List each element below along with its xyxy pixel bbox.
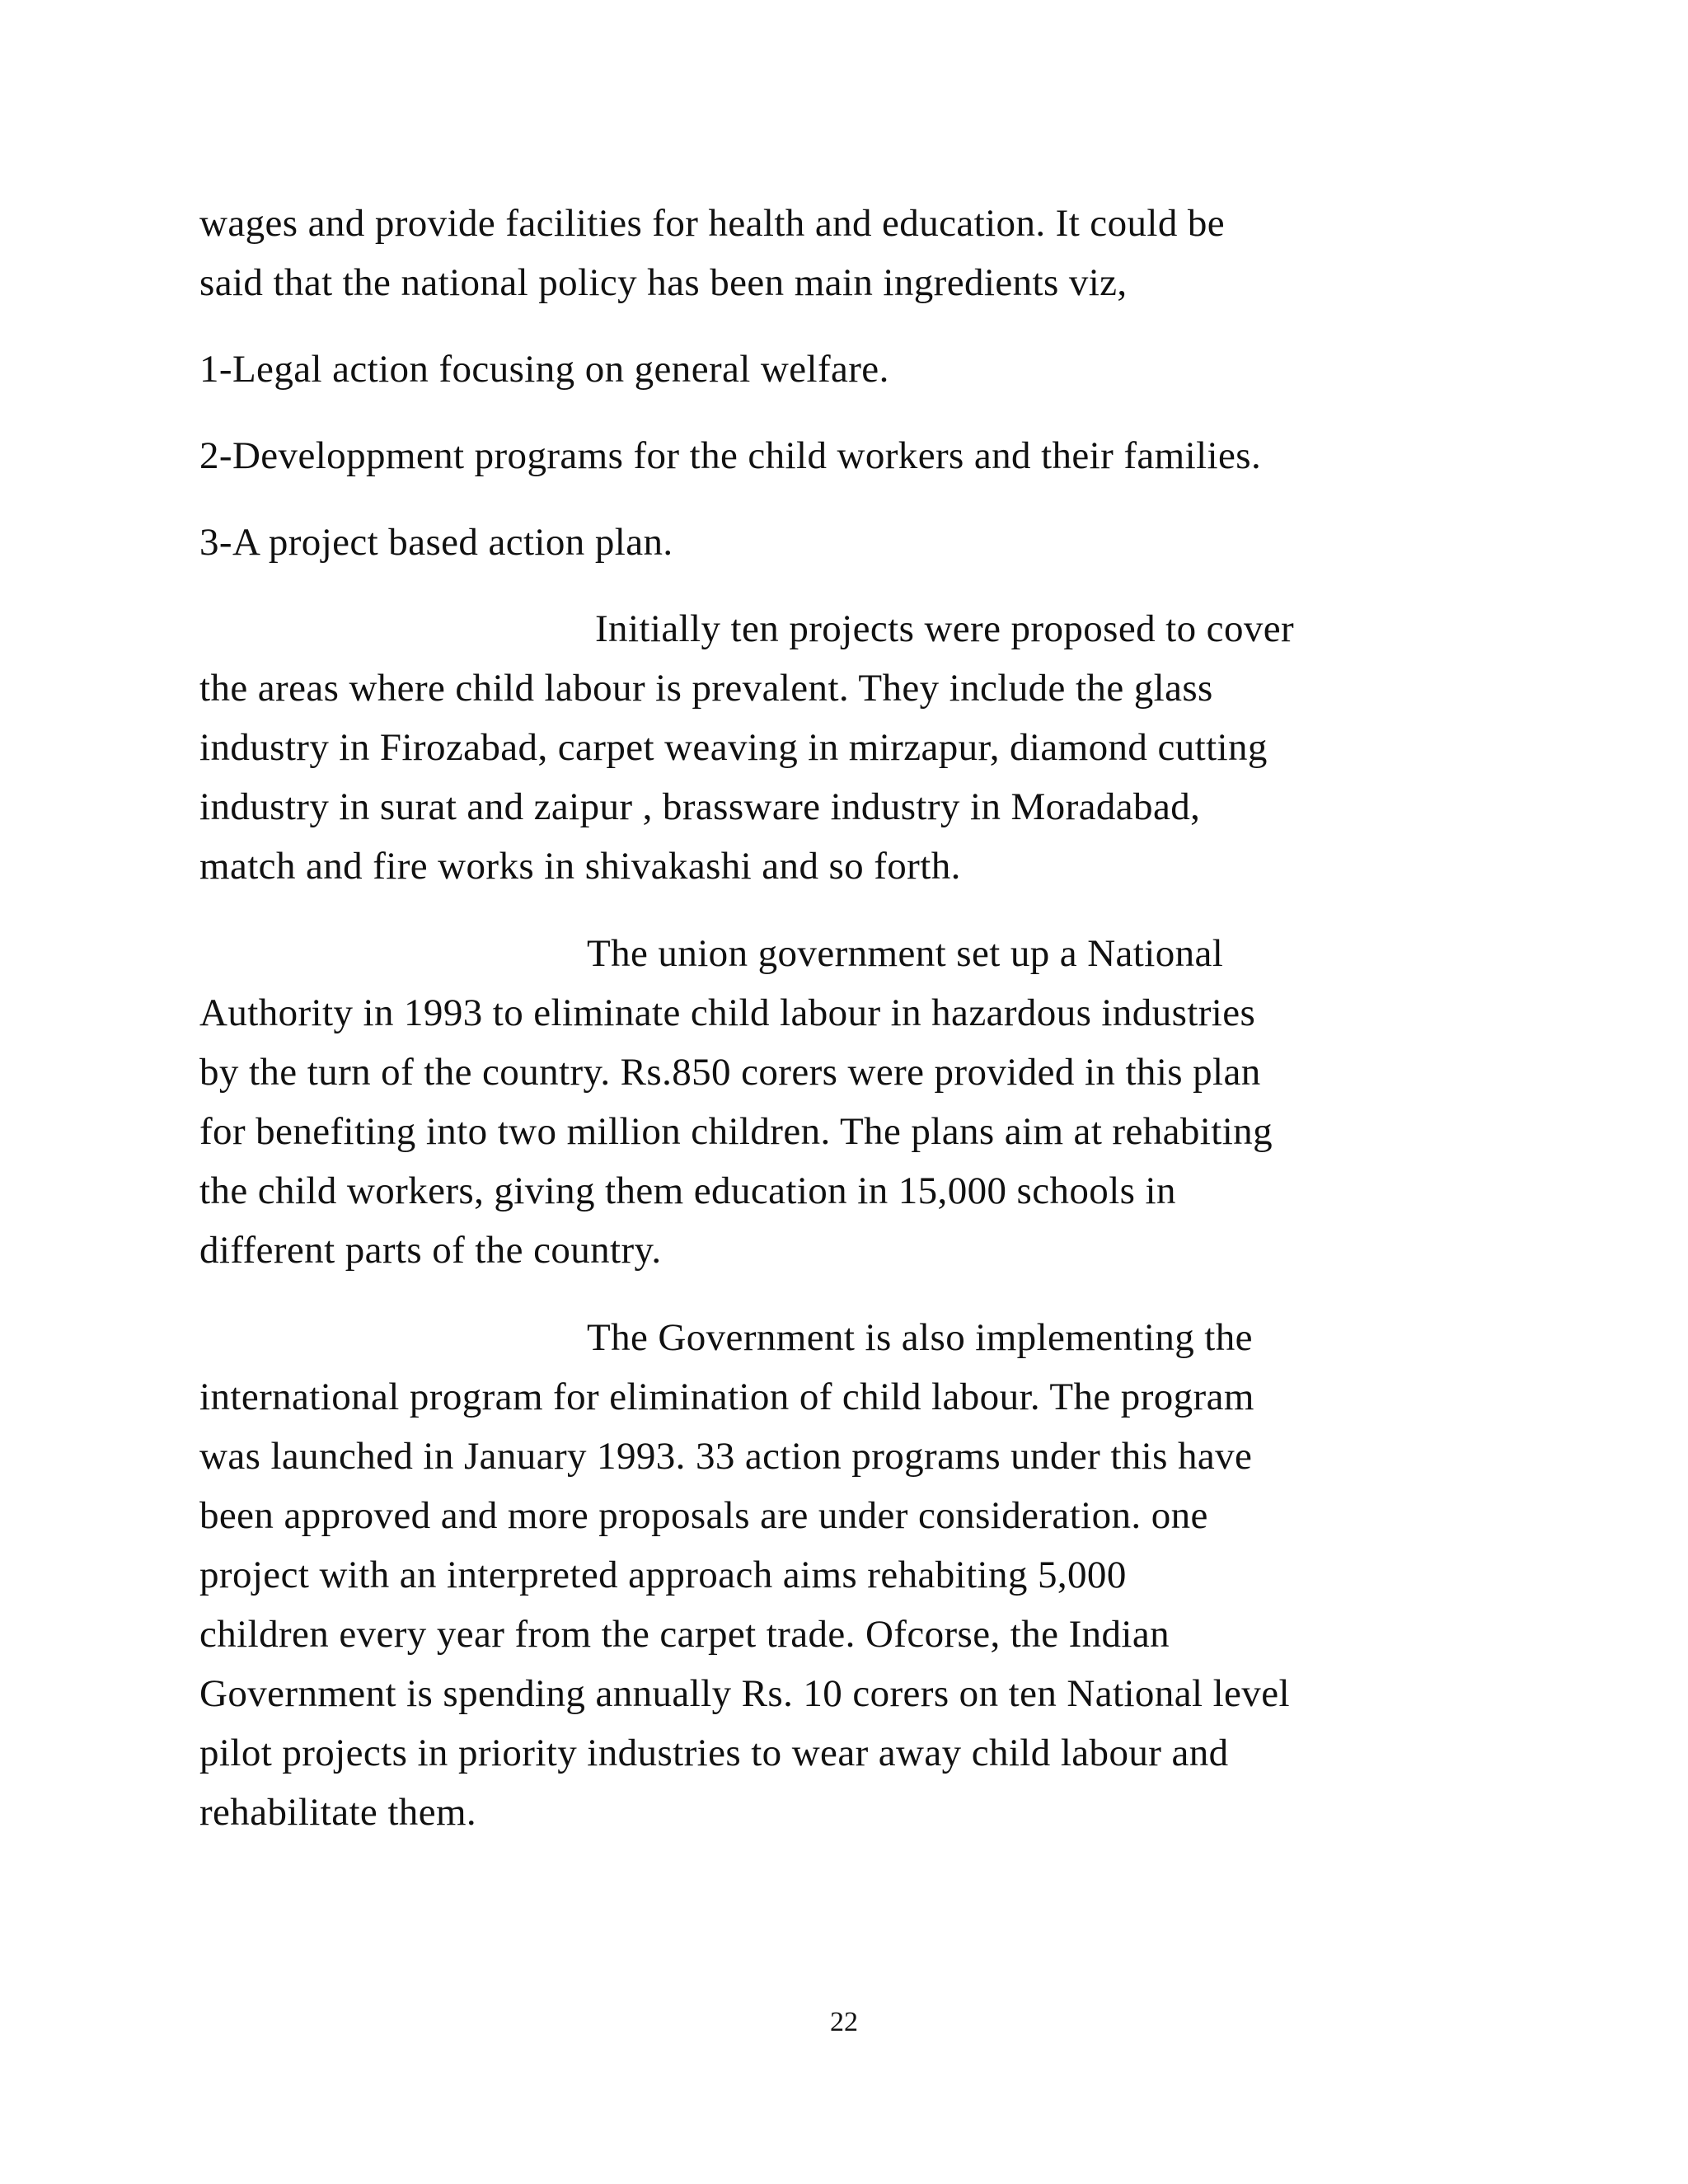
text-line: rehabilitate them. [199,1791,477,1834]
list-item-development-programs [199,426,1502,485]
text-line: Government is spending annually Rs. 10 corers on ten National level [199,1672,1290,1715]
text-line: was launched in January 1993. 33 action programs under this have [199,1435,1253,1478]
text-line: Initially ten projects were proposed to cover [595,607,1295,650]
paragraph-ten-projects [199,599,1502,896]
paragraph-international-program [199,1308,1502,1842]
paragraph-intro [199,194,1502,312]
text-line: wages and provide facilities for health and education. It could be [199,202,1226,245]
text-line: for benefiting into two million children. The plans aim at rehabiting [199,1110,1273,1153]
page-number: 22 [830,2007,858,2037]
text-line: different parts of the country. [199,1229,662,1272]
text-line: The union government set up a National [587,932,1224,975]
text-line: pilot projects in priority industries to wear away child labour and [199,1732,1229,1774]
text-line: 1-Legal action focusing on general welfare. [199,348,889,391]
paragraph-national-authority [199,924,1502,1280]
list-item-action-plan [199,513,1502,572]
text-line: been approved and more proposals are under consideration. one [199,1494,1208,1537]
text-line: international program for elimination of child labour. The program [199,1376,1254,1418]
text-line: The Government is also implementing the [587,1316,1253,1359]
text-line: project with an interpreted approach aims rehabiting 5,000 [199,1554,1127,1596]
text-line: the areas where child labour is prevalent. They include the glass [199,667,1213,710]
text-line: 3-A project based action plan. [199,521,673,564]
text-line: industry in Firozabad, carpet weaving in mirzapur, diamond cutting [199,726,1268,769]
list-item-legal-action [199,340,1502,399]
page-body [199,194,1502,1842]
text-line: children every year from the carpet trade. Ofcorse, the Indian [199,1613,1170,1656]
text-line: match and fire works in shivakashi and so forth. [199,845,961,888]
text-line: the child workers, giving them education in 15,000 schools in [199,1169,1176,1212]
text-line: by the turn of the country. Rs.850 corers were provided in this plan [199,1051,1261,1094]
text-line: 2-Developpment programs for the child workers and their families. [199,434,1262,477]
text-line: Authority in 1993 to eliminate child labour in hazardous industries [199,991,1256,1034]
text-line: industry in surat and zaipur , brassware industry in Moradabad, [199,785,1201,828]
text-line: said that the national policy has been main ingredients viz, [199,261,1128,304]
